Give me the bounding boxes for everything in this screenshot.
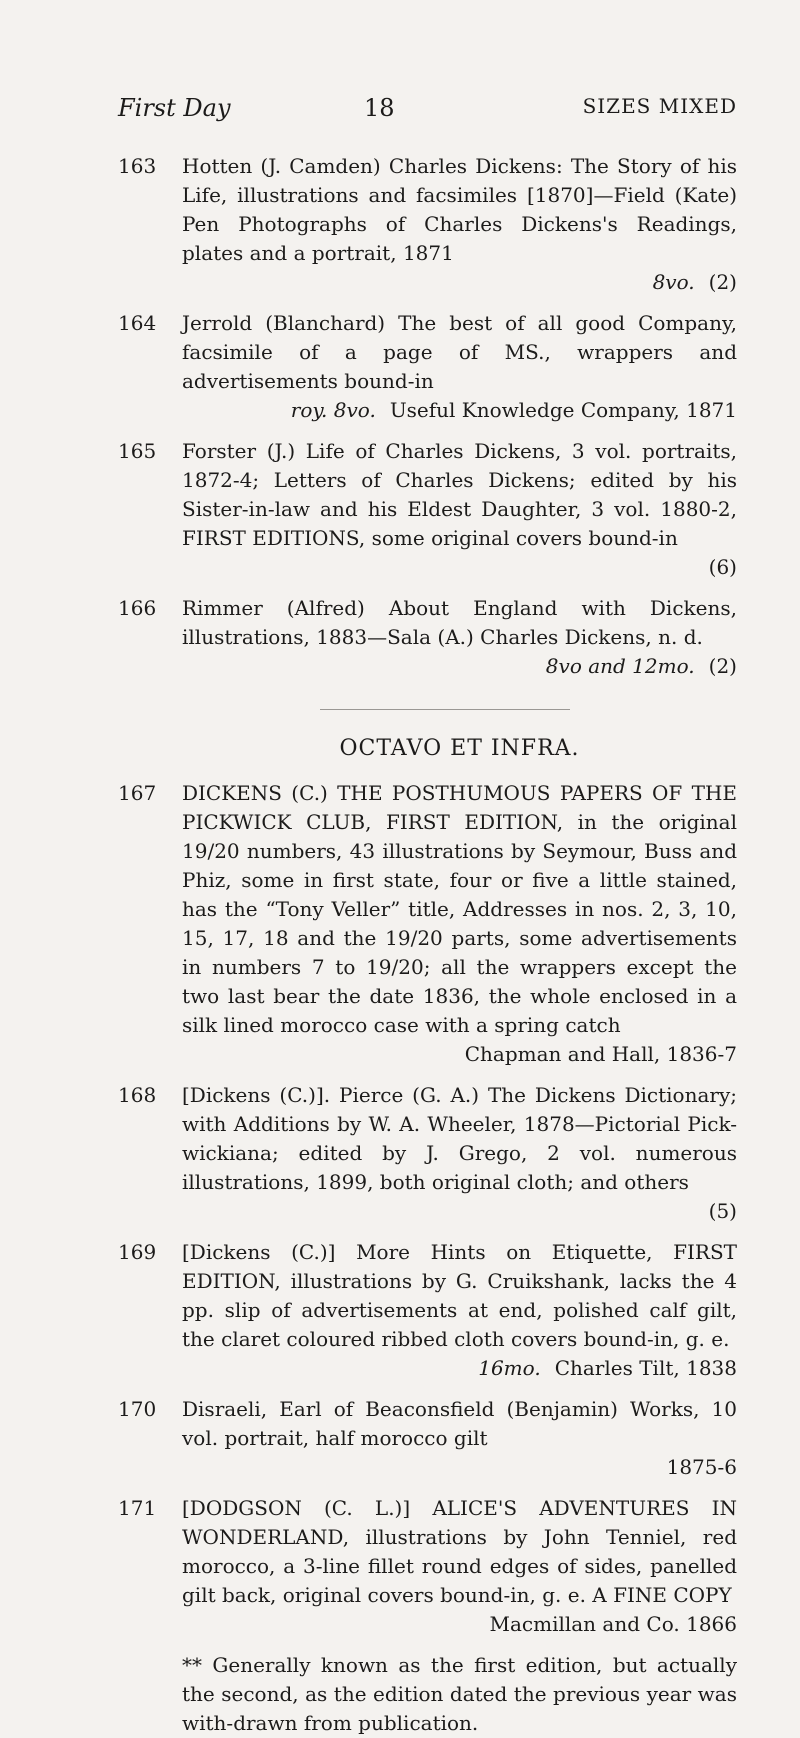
running-head <box>118 94 737 128</box>
lot-number: 169 <box>118 1240 157 1264</box>
lot-number: 168 <box>118 1083 157 1107</box>
lot-number: 164 <box>118 311 157 335</box>
section-heading <box>0 709 800 761</box>
lot-entry <box>0 594 800 681</box>
running-head-right: SIZES MIXED <box>582 94 737 118</box>
lot-number: 166 <box>118 596 157 620</box>
lot-reference: Macmillan and Co. 1866 <box>489 1612 737 1636</box>
section-title: OCTAVO ET INFRA. <box>339 736 580 761</box>
page-number: 18 <box>364 94 395 122</box>
lot-description: Forster (J.) Life of Charles Dickens, 3 vol. portraits, 1872-4; Letters of Charles Dickens; edited by his Sister-in-law and his Eldest Daughter, 3 vol. 1880-2, FIRST EDITIONS, some original covers bound-in (6) <box>182 437 737 582</box>
lot-reference: 1875-6 <box>666 1455 737 1479</box>
lot-description: Disraeli, Earl of Beaconsfield (Benjamin) Works, 10 vol. portrait, half morocco gilt 1875-6 <box>182 1395 737 1482</box>
section-divider <box>320 709 570 710</box>
lot-description: Hotten (J. Camden) Charles Dickens: The Story of his Life, illustrations and facsimiles [1870]—Field (Kate) Pen Photographs of Charles Dickens's Readings, plates and a portrait, 1871 8vo. (2) <box>182 152 737 297</box>
lot-entry <box>0 309 800 425</box>
lot-reference: roy. 8vo. Useful Knowledge Company, 1871 <box>290 398 737 422</box>
lot-description: [Dickens (C.)]. Pierce (G. A.) The Dickens Dictionary; with Additions by W. A. Wheeler, 1878—Pictorial Pick-wickiana; edited by J. Grego, 2 vol. numerous illustrations, 1899, both original cloth; and others (5) <box>182 1081 737 1226</box>
lot-entry <box>0 1238 800 1383</box>
lot-number: 165 <box>118 439 157 463</box>
lot-number: 171 <box>118 1496 157 1520</box>
catalogue-entries <box>0 152 800 1738</box>
running-head-left: First Day <box>118 94 231 122</box>
lot-entry <box>0 1395 800 1482</box>
lot-entry <box>0 152 800 297</box>
lot-reference: (6) <box>708 555 737 579</box>
lot-description: [DODGSON (C. L.)] ALICE'S ADVENTURES IN WONDERLAND, illustrations by John Tenniel, red morocco, a 3-line fillet round edges of sides, panelled gilt back, original covers bound-in, g. e. A FINE COPY Macmillan and Co. 1866 <box>182 1494 737 1639</box>
lot-description: [Dickens (C.)] More Hints on Etiquette, FIRST EDITION, illustrations by G. Cruikshank, lacks the 4 pp. slip of advertisements at end, polished calf gilt, the claret coloured ribbed cloth covers bound-in, g. e. 16mo. Charles Tilt, 1838 <box>182 1238 737 1383</box>
lot-reference: 8vo and 12mo. (2) <box>545 654 737 678</box>
lot-reference: Chapman and Hall, 1836-7 <box>464 1042 737 1066</box>
lot-reference: 8vo. (2) <box>652 270 737 294</box>
lot-entry <box>0 1494 800 1639</box>
lot-reference: 16mo. Charles Tilt, 1838 <box>478 1356 737 1380</box>
lot-description: Rimmer (Alfred) About England with Dickens, illustrations, 1883—Sala (A.) Charles Dickens, n. d. 8vo and 12mo. (2) <box>182 594 737 681</box>
lot-entry <box>0 1081 800 1226</box>
lot-description: Jerrold (Blanchard) The best of all good Company, facsimile of a page of MS., wrappers and advertisements bound-in roy. 8vo. Useful Knowledge Company, 1871 <box>182 309 737 425</box>
lot-number: 163 <box>118 154 157 178</box>
lot-entry <box>0 779 800 1069</box>
lot-number: 170 <box>118 1397 157 1421</box>
lot-entry <box>0 437 800 582</box>
lot-description: DICKENS (C.) THE POSTHUMOUS PAPERS OF THE PICKWICK CLUB, FIRST EDITION, in the original 19/20 numbers, 43 illustrations by Seymour, Buss and Phiz, some in first state, four or five a little stained, has the “Tony Veller” title, Addresses in nos. 2, 3, 10, 15, 17, 18 and the 19/20 parts, some advertisements in numbers 7 to 19/20; all the wrappers except the two last bear the date 1836, the whole enclosed in a silk lined morocco case with a spring catch Chapman and Hall, 1836-7 <box>182 779 737 1069</box>
lot-number: 167 <box>118 781 157 805</box>
lot-reference: (5) <box>708 1199 737 1223</box>
footnote: ** Generally known as the first edition, but actually the second, as the edition dated the previous year was with-drawn from publication. <box>182 1653 737 1735</box>
